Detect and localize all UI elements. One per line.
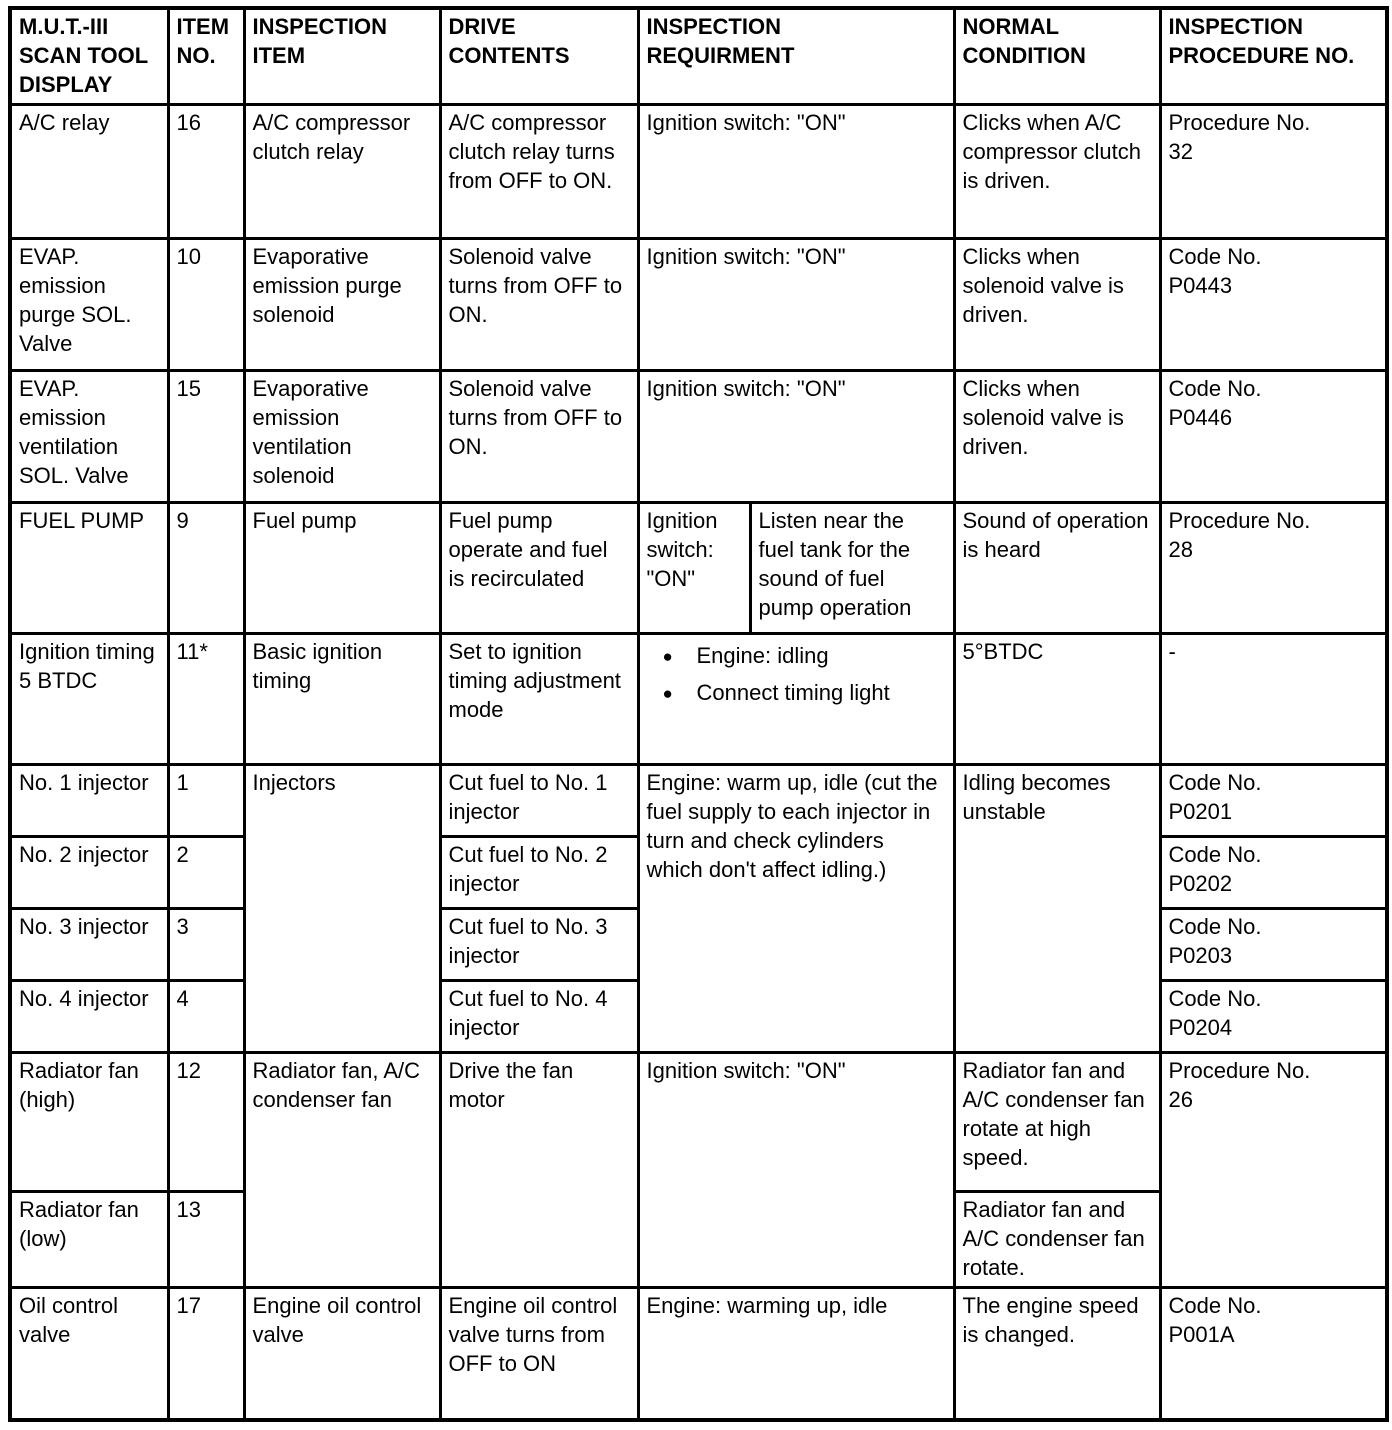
procedure-no-text: Code No. P0443 [1168, 244, 1262, 298]
cell-normal-condition: Sound of operation is heard [954, 503, 1160, 634]
cell-inspection-requirement: Engine: warm up, idle (cut the fuel supply to each injector in turn and check cylinders which don't affect idling.) [638, 765, 954, 1053]
cell-procedure-no [1160, 239, 1387, 371]
cell-inspection-item: Radiator fan, A/C condenser fan [244, 1053, 440, 1288]
cell-inspection-item: Basic ignition timing [244, 634, 440, 765]
cell-scan-display: No. 3 injector [10, 909, 168, 981]
requirement-bullet: ● Connect timing light [661, 678, 945, 707]
cell-inspection-item: Injectors [244, 765, 440, 1053]
col-header-inspection-requirement [638, 8, 954, 105]
row-fuel-pump [10, 503, 1387, 634]
cell-procedure-no [1160, 371, 1387, 503]
cell-procedure-no [1160, 837, 1387, 909]
cell-drive-contents: Solenoid valve turns from OFF to ON. [440, 239, 638, 371]
cell-normal-condition: The engine speed is changed. [954, 1288, 1160, 1420]
cell-normal-condition: Idling becomes unstable [954, 765, 1160, 1053]
cell-normal-condition: Clicks when A/C compressor clutch is driven. [954, 105, 1160, 239]
requirement-bullet: ● Engine: idling [661, 641, 945, 670]
header-row [10, 8, 1387, 105]
actuator-test-table [8, 6, 1389, 1422]
cell-inspection-item: Engine oil control valve [244, 1288, 440, 1420]
cell-scan-display: Ignition timing 5 BTDC [10, 634, 168, 765]
cell-procedure-no [1160, 765, 1387, 837]
procedure-no-text: Procedure No. 26 [1168, 1058, 1311, 1112]
cell-drive-contents: Engine oil control valve turns from OFF to ON [440, 1288, 638, 1420]
requirement-bullet-list [661, 641, 945, 707]
row-injector-1 [10, 765, 1387, 837]
cell-procedure-no [1160, 1053, 1387, 1288]
cell-procedure-no [1160, 105, 1387, 239]
cell-inspection-item: Evaporative emission purge solenoid [244, 239, 440, 371]
row-evap-purge [10, 239, 1387, 371]
cell-procedure-no [1160, 1288, 1387, 1420]
cell-scan-display: No. 4 injector [10, 981, 168, 1053]
col-header-normal-condition: NORMAL CONDITION [954, 8, 1160, 105]
cell-drive-contents: Set to ignition timing adjustment mode [440, 634, 638, 765]
cell-item-no: 2 [168, 837, 244, 909]
cell-normal-condition: Clicks when solenoid valve is driven. [954, 239, 1160, 371]
cell-drive-contents: Cut fuel to No. 3 injector [440, 909, 638, 981]
cell-drive-contents: Fuel pump operate and fuel is recirculated [440, 503, 638, 634]
cell-item-no: 17 [168, 1288, 244, 1420]
row-ignition-timing [10, 634, 1387, 765]
procedure-no-text: Procedure No. 32 [1168, 110, 1311, 164]
cell-inspection-requirement [638, 634, 954, 765]
cell-procedure-no [1160, 909, 1387, 981]
procedure-no-text: Code No. P0446 [1168, 376, 1262, 430]
cell-normal-condition: Radiator fan and A/C condenser fan rotate. [954, 1192, 1160, 1288]
cell-scan-display: Oil control valve [10, 1288, 168, 1420]
procedure-no-text: Code No. P001A [1168, 1293, 1262, 1347]
procedure-no-text: Procedure No. 28 [1168, 508, 1311, 562]
cell-drive-contents: A/C compressor clutch relay turns from OFF to ON. [440, 105, 638, 239]
cell-drive-contents: Cut fuel to No. 2 injector [440, 837, 638, 909]
cell-inspection-item: Evaporative emission ventilation solenoid [244, 371, 440, 503]
cell-inspection-requirement: Ignition switch: "ON" [638, 105, 954, 239]
cell-scan-display: No. 1 injector [10, 765, 168, 837]
cell-inspection-requirement: Ignition switch: "ON" [638, 1053, 954, 1288]
cell-requirement-switch: Ignition switch: "ON" [638, 503, 750, 634]
cell-drive-contents: Solenoid valve turns from OFF to ON. [440, 371, 638, 503]
cell-drive-contents: Cut fuel to No. 4 injector [440, 981, 638, 1053]
cell-inspection-requirement: Ignition switch: "ON" [638, 239, 954, 371]
procedure-no-text: Code No. P0203 [1168, 914, 1262, 968]
cell-scan-display: FUEL PUMP [10, 503, 168, 634]
cell-item-no: 4 [168, 981, 244, 1053]
procedure-no-text: Code No. P0204 [1168, 986, 1262, 1040]
row-oil-control-valve [10, 1288, 1387, 1420]
cell-inspection-item: Fuel pump [244, 503, 440, 634]
procedure-no-text: Code No. P0202 [1168, 842, 1262, 896]
col-header-procedure-no: INSPECTION PROCEDURE NO. [1160, 8, 1387, 105]
cell-item-no: 12 [168, 1053, 244, 1192]
procedure-no-text: Code No. P0201 [1168, 770, 1262, 824]
row-radiator-fan-high [10, 1053, 1387, 1192]
cell-requirement-listen: Listen near the fuel tank for the sound of fuel pump operation [750, 503, 954, 634]
cell-item-no: 9 [168, 503, 244, 634]
procedure-no-text: - [1168, 639, 1176, 664]
cell-item-no: 11* [168, 634, 244, 765]
cell-item-no: 1 [168, 765, 244, 837]
cell-normal-condition: 5°BTDC [954, 634, 1160, 765]
row-evap-ventilation [10, 371, 1387, 503]
col-header-scan-tool-display: M.U.T.-III SCAN TOOL DISPLAY [10, 8, 168, 105]
cell-item-no: 16 [168, 105, 244, 239]
col-header-drive-contents: DRIVE CONTENTS [440, 8, 638, 105]
cell-inspection-requirement: Engine: warming up, idle [638, 1288, 954, 1420]
cell-scan-display: No. 2 injector [10, 837, 168, 909]
cell-scan-display: Radiator fan (low) [10, 1192, 168, 1288]
row-ac-relay [10, 105, 1387, 239]
cell-inspection-requirement: Ignition switch: "ON" [638, 371, 954, 503]
col-header-item-no: ITEM NO. [168, 8, 244, 105]
cell-procedure-no [1160, 981, 1387, 1053]
cell-item-no: 10 [168, 239, 244, 371]
cell-drive-contents: Cut fuel to No. 1 injector [440, 765, 638, 837]
cell-normal-condition: Clicks when solenoid valve is driven. [954, 371, 1160, 503]
cell-scan-display: EVAP. emission purge SOL. Valve [10, 239, 168, 371]
cell-scan-display: Radiator fan (high) [10, 1053, 168, 1192]
cell-inspection-item: A/C compressor clutch relay [244, 105, 440, 239]
cell-procedure-no [1160, 503, 1387, 634]
cell-drive-contents: Drive the fan motor [440, 1053, 638, 1288]
cell-scan-display: EVAP. emission ventilation SOL. Valve [10, 371, 168, 503]
cell-item-no: 13 [168, 1192, 244, 1288]
cell-procedure-no [1160, 634, 1387, 765]
cell-item-no: 15 [168, 371, 244, 503]
cell-item-no: 3 [168, 909, 244, 981]
col-header-inspection-item: INSPECTION ITEM [244, 8, 440, 105]
cell-scan-display: A/C relay [10, 105, 168, 239]
col-header-inspection-requirement-label: INSPECTION REQUIRMENT [646, 14, 795, 68]
cell-normal-condition: Radiator fan and A/C condenser fan rotate at high speed. [954, 1053, 1160, 1192]
